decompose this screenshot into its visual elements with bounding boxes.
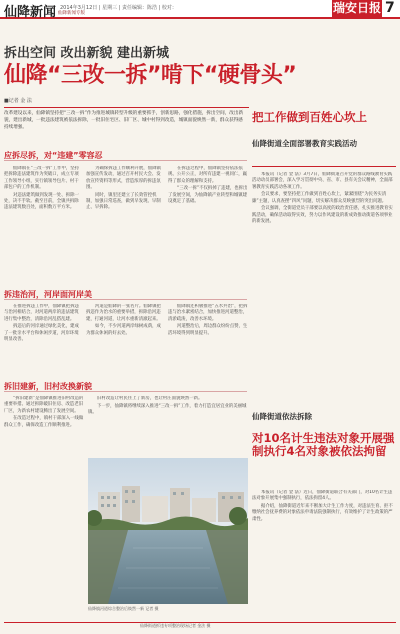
headline-divider — [4, 107, 249, 108]
subhead-3: 拆旧建新，旧村改换新貌 — [4, 382, 92, 391]
article-kicker: 拆出空间 改出新貌 建出新城 — [4, 46, 170, 61]
paragraph: 在拆违过程中，仙降镇坚持依法依规、公开公正，对所有违建一视同仁，赢得了群众的理解和支持。 — [168, 166, 248, 184]
article-headline: 仙降“三改一拆”啃下“硬骨头” — [4, 63, 297, 88]
paragraph: 仙降镇还积极推进“五水共治”，把拆违与治水紧密结合，加快推进河道整治，清淤疏浚，改善水环境。 — [168, 304, 248, 322]
paragraph: 如今，不少河道两岸绿树成荫，成为群众休闲的好去处。 — [86, 324, 161, 336]
sidebar-divider — [252, 166, 396, 167]
article-column-1b — [4, 304, 80, 376]
paragraph: 会议强调，全街道党员干部要以高度的政治责任感，扎实推进教育实践活动，确保活动取得实效，努力以作风建设的新成效推动街道各项事业的新发展。 — [252, 206, 393, 224]
article-byline: ■记者 金 法 — [4, 98, 32, 104]
section-title: 仙降新闻 — [4, 5, 57, 20]
photo-caption: 仙降镇河道综合整治后焕然一新 记者 摄 — [88, 606, 159, 611]
paragraph: 在推进拆违工作中，仙降镇把拆违与治河相结合，对河道两岸的违法建筑进行集中整治，清除沿河乱搭乱建。 — [4, 304, 79, 322]
paragraph: 对违法建筑做到发现一处、拆除一处，决不手软。截至目前，全镇共拆除违法建筑数百处，面积数万平方米。 — [4, 192, 79, 211]
paragraph: 仙降镇在“三改一拆”工作中，坚持把拆除违法建筑作为突破口，成立专项工作领导小组，实行镇领导包片、村干部包户的工作机制。 — [4, 166, 80, 190]
subhead-1-rule — [4, 160, 247, 161]
paragraph: 旧村改造让村民住上了新房，也让村庄面貌焕然一新。 — [97, 396, 203, 401]
article-lead: 改革建设以来，仙降镇坚持把“三改一拆”作为推进城镇转型升级的重要抓手，创新思路，强化措施，拆出空间，改出新貌，建出新城，一批违法建筑被依法拆除，一批旧住宅区、旧厂区、城中村得到改造，城镇面貌焕然一新，群众获得感持续增强。 — [4, 111, 244, 131]
article-column-2c — [88, 396, 248, 454]
paragraph: 同时，镇里还建立了长效管控机制，加强日常巡查，做到早发现、早制止、早拆除。 — [86, 192, 161, 211]
paragraph: 下一步，仙降镇将继续深入推进“三改一拆”工作，着力打造宜居宜业的美丽城镇。 — [88, 403, 247, 415]
article-column-3b — [168, 304, 248, 376]
sidebar-article-2 — [252, 490, 396, 615]
page-footer — [0, 622, 400, 634]
paragraph: 拆违后的河岸通过绿化美化，建成了一批亲水平台和休闲步道，河岸环境明显改善。 — [4, 324, 79, 342]
date-line: 2014年3月12日 | 星期三 | 责任编辑：陈浩 | 校对： — [60, 5, 177, 11]
sidebar-subhead-1: 仙降街道全面部署教育实践活动 — [252, 139, 357, 148]
sidebar-headline-1: 把工作做到百姓心坎上 — [252, 110, 367, 124]
paragraph: “拆旧建新”是仙降镇推进旧村改造的重要举措。通过拆除破旧住房、改造老旧厂区，为新农村建设腾出了发展空间。 — [4, 396, 84, 414]
paragraph: 河道整治后，周边群众纷纷点赞，生活环境得到明显提升。 — [168, 324, 248, 336]
subhead-2-rule — [4, 299, 247, 300]
page-number: 7 — [385, 0, 395, 16]
paragraph: 据介绍，仙降街道近年来不断加大计生工作力度，对违法生育、拒不缴纳社会抚养费的对象依法申请法院强制执行，有效维护了计生政策的严肃性。 — [252, 503, 393, 522]
issue-line: 仙降新闻专版 — [58, 11, 85, 16]
river-photo-image — [88, 458, 248, 604]
subhead-1: 应拆尽拆，对“违建”零容忍 — [4, 151, 103, 160]
footer-text: 仙降街道拆违专项整治现场记者 金法 摄 — [140, 623, 211, 628]
river-photo — [88, 458, 248, 604]
paragraph: 本报讯（记者 金 法）近日，仙降街道联合有关部门，对10名计生违法对象开展集中强制执行，依法拘留4人。 — [252, 490, 393, 502]
article-column-2b — [86, 304, 162, 376]
paragraph: 会议要求，要坚持把工作做到百姓心坎上，紧紧围绕“为民务实清廉”主题，认真查摆“四风”问题，切实解决群众反映强烈的突出问题。 — [252, 192, 387, 204]
page-header — [0, 0, 400, 19]
paragraph: 在改造过程中，镇村干部深入一线做群众工作，确保改造工作顺利推进。 — [4, 416, 84, 428]
paragraph: 河道是仙降的一张名片。仙降镇把拆违作为治水的重要举措，拆除沿河违建，打通河道，让河水重新清澈起来。 — [86, 304, 161, 322]
paragraph: 为确保拆违工作顺利开展，仙降镇加强宣传发动，通过召开村民大会、发放宣传资料等形式，营造浓厚的拆违氛围。 — [86, 166, 161, 190]
subhead-2: 拆违治河，河岸面河岸美 — [4, 290, 92, 299]
article-column-1a — [4, 166, 80, 284]
sidebar-article-1 — [252, 172, 396, 408]
sidebar-headline-2b: 对10名计生违法对象开展强制执行4名对象被依法拘留 — [252, 431, 395, 458]
paragraph: “三改一拆”不仅拆掉了违建，也拆出了发展空间，为仙降镇产业转型和城镇建设奠定了基础。 — [168, 186, 248, 204]
newspaper-logo: 瑞安日报 — [332, 1, 381, 15]
paragraph: 本报讯（记者 金 法）3月7日，仙降街道召开党的群众路线教育实践活动动员部署会，深入学习贯彻中央、省、市、县有关会议精神，全面部署教育实践活动各项工作。 — [252, 172, 393, 190]
article-column-1c — [4, 396, 84, 610]
article-column-2a — [86, 166, 162, 284]
sidebar-headline-2a: 仙降街道依法拆除 — [252, 412, 312, 421]
article-column-3a — [168, 166, 248, 284]
subhead-3-rule — [4, 391, 247, 392]
